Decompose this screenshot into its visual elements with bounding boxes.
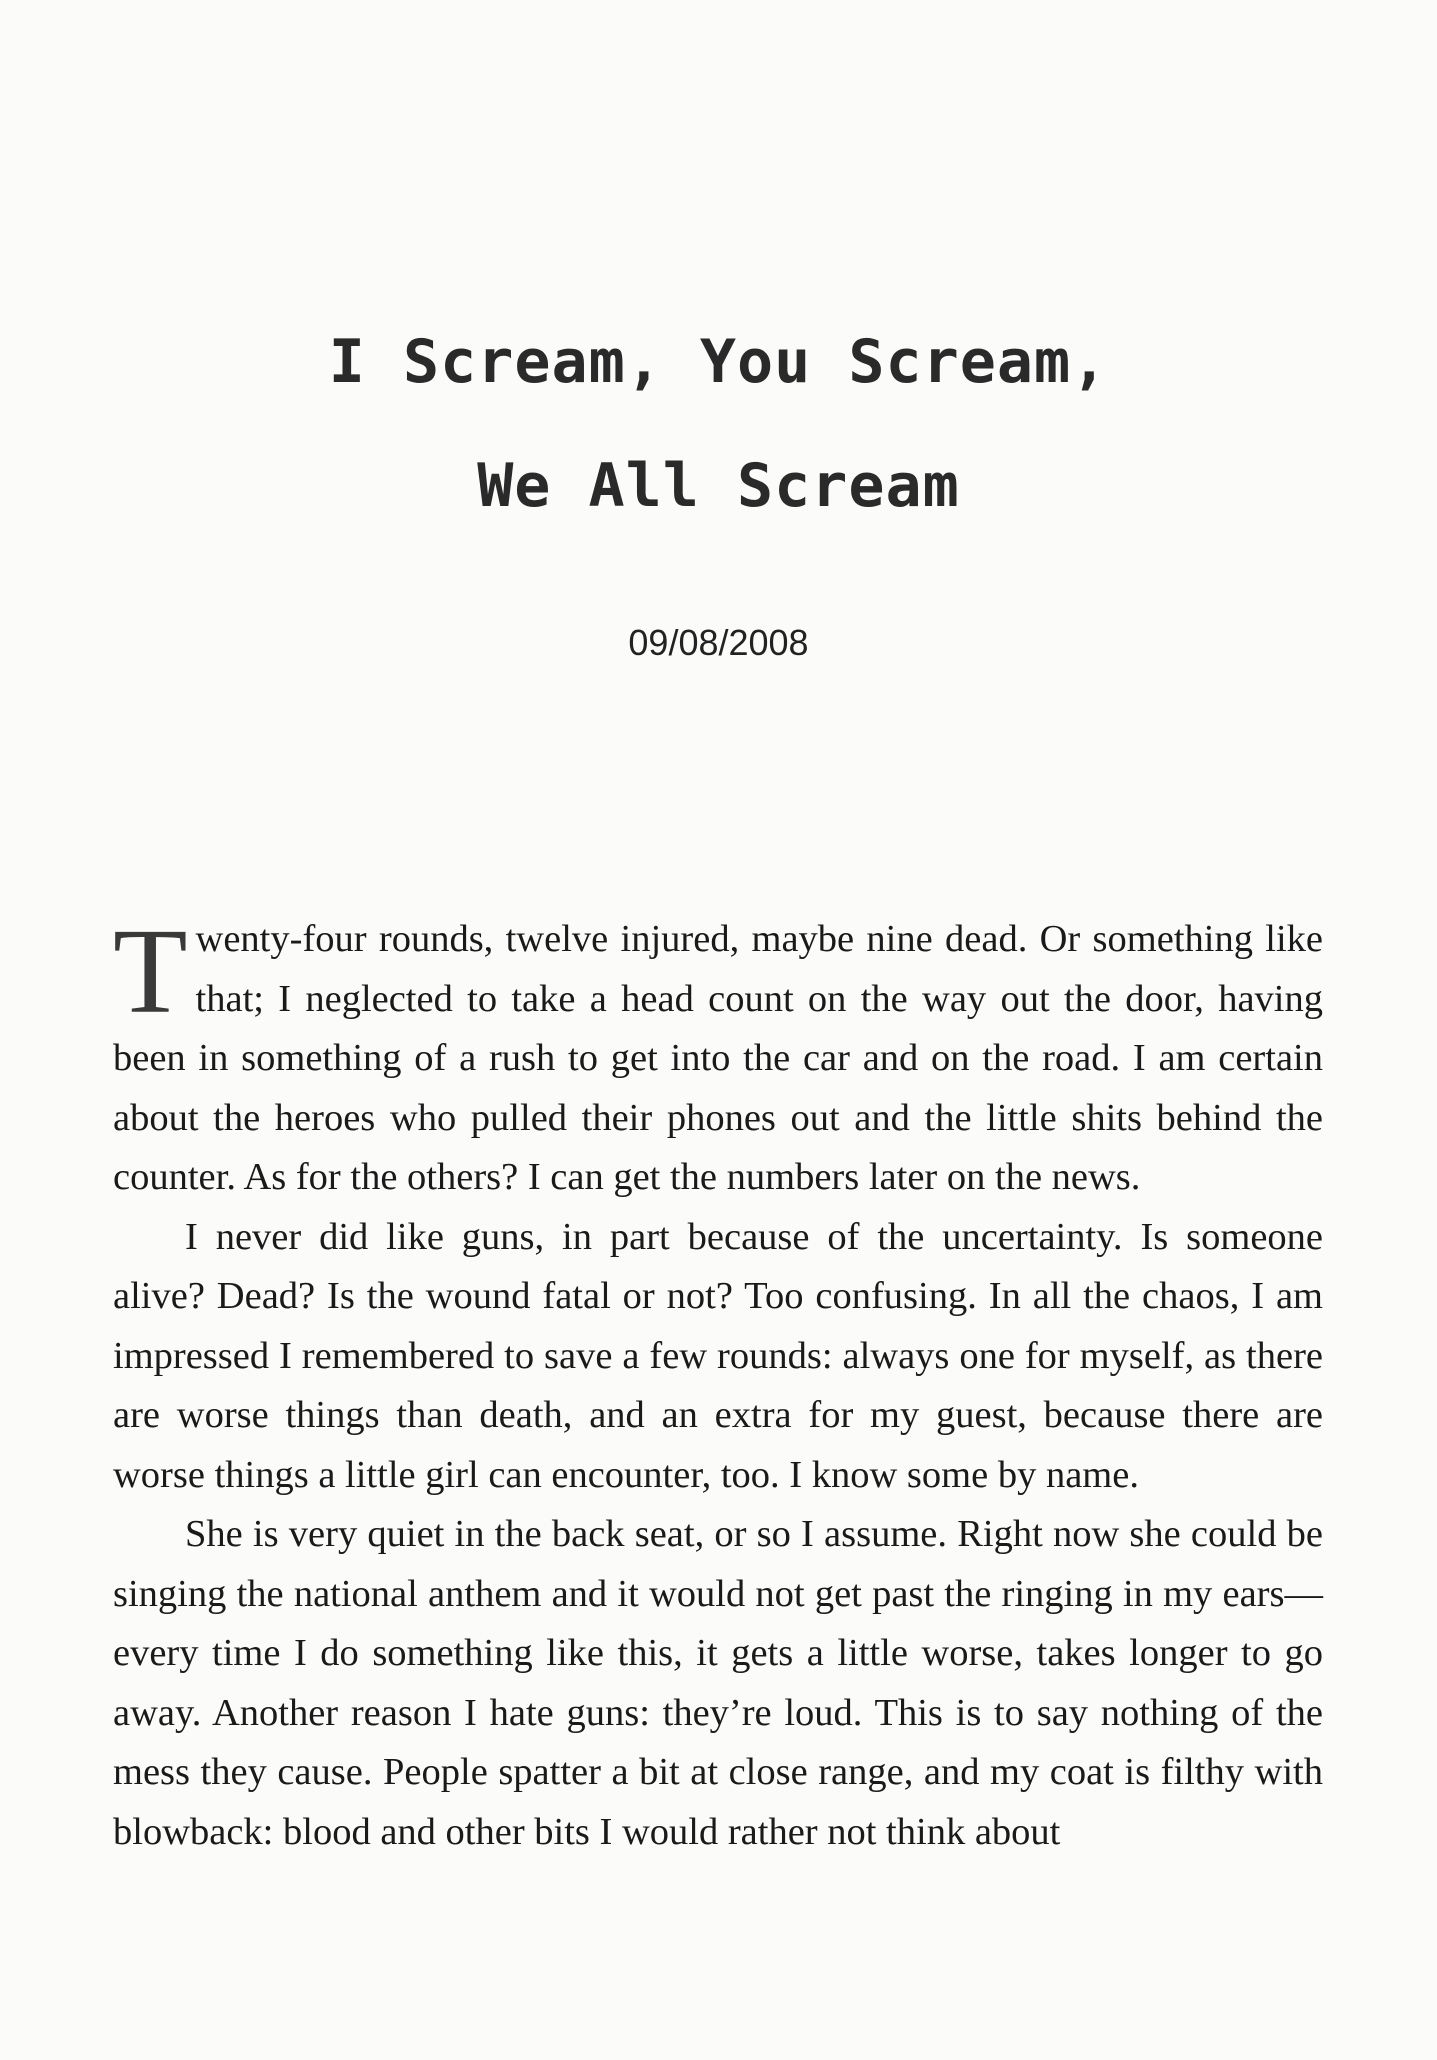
paragraph-3: She is very quiet in the back seat, or so I assume. Right now she could be singing the national anthem and it would not get past the ringing in my ears—every time I do something like this, it gets a little worse, takes longer to go away. Another reason I hate guns: they’re loud. This is to say nothing of the mess they cause. People spatter a bit at close range, and my coat is filthy with blowback: blood and other bits I would rather not think about (113, 1513, 1323, 1853)
paragraph-1 (113, 904, 1323, 1208)
drop-cap: T (113, 904, 188, 1039)
chapter-title (0, 300, 1437, 548)
chapter-date: 09/08/2008 (628, 622, 809, 663)
chapter-title-line-2: We All Scream (477, 451, 960, 521)
paragraph-2: I never did like guns, in part because of the uncertainty. Is someone alive? Dead? Is the wound fatal or not? Too confusing. In all the chaos, I am impressed I remembered to save a few rounds: always one for myself, as there are worse things than death, and an extra for my guest, because there are worse things a little girl can encounter, too. I know some by name. (113, 1215, 1323, 1496)
body-text (113, 904, 1323, 1862)
paragraph-1-text: wenty-four rounds, twelve injured, maybe nine dead. Or something like that; I neglected to take a head count on the way out the door, having been in something of a rush to get into the car and on the road. I am certain about the heroes who pulled their phones out and the little shits behind the counter. As for the others? I can get the numbers later on the news. (113, 918, 1323, 1198)
chapter-title-line-1: I Scream, You Scream, (328, 327, 1109, 397)
